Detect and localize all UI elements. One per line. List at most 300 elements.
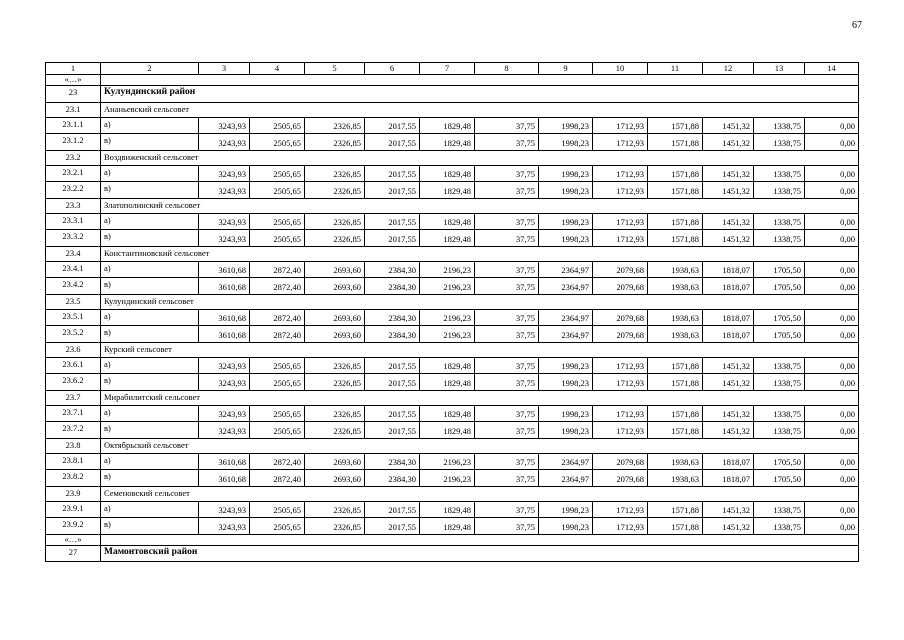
- value-cell: 2017,55: [365, 213, 420, 230]
- value-cell: 2017,55: [365, 117, 420, 134]
- row-code: 23.9.1: [46, 501, 101, 518]
- value-cell: 1712,93: [593, 422, 648, 439]
- value-cell: 0,00: [805, 278, 859, 295]
- value-cell: 0,00: [805, 230, 859, 247]
- value-cell: 3610,68: [199, 309, 250, 326]
- value-cell: 2693,60: [305, 453, 365, 470]
- value-cell: 1451,32: [703, 518, 754, 535]
- value-cell: 3243,93: [199, 182, 250, 199]
- value-cell: 2505,65: [250, 213, 305, 230]
- row-label: в): [101, 326, 199, 343]
- value-cell: 37,75: [475, 470, 539, 487]
- table-row: [46, 470, 859, 487]
- table-row: [46, 165, 859, 182]
- value-cell: 1571,88: [648, 518, 703, 535]
- value-cell: 1451,32: [703, 165, 754, 182]
- row-code: 23.9.2: [46, 518, 101, 535]
- row-code: 23.5.1: [46, 309, 101, 326]
- value-cell: 1338,75: [754, 182, 805, 199]
- value-cell: 3243,93: [199, 213, 250, 230]
- value-cell: 1571,88: [648, 165, 703, 182]
- value-cell: 37,75: [475, 453, 539, 470]
- value-cell: 2505,65: [250, 374, 305, 391]
- value-cell: 2872,40: [250, 326, 305, 343]
- value-cell: 37,75: [475, 422, 539, 439]
- value-cell: 1338,75: [754, 422, 805, 439]
- value-cell: 2505,65: [250, 134, 305, 151]
- row-code: 23.1.2: [46, 134, 101, 151]
- value-cell: 1571,88: [648, 117, 703, 134]
- row-label: в): [101, 182, 199, 199]
- row-code: 23.2.2: [46, 182, 101, 199]
- value-cell: 2326,85: [305, 134, 365, 151]
- table-row: [46, 182, 859, 199]
- value-cell: 2017,55: [365, 357, 420, 374]
- value-cell: 37,75: [475, 278, 539, 295]
- value-cell: 0,00: [805, 518, 859, 535]
- value-cell: 1829,48: [420, 182, 475, 199]
- value-cell: 1829,48: [420, 230, 475, 247]
- value-cell: 1338,75: [754, 213, 805, 230]
- row-label: в): [101, 230, 199, 247]
- value-cell: 2326,85: [305, 182, 365, 199]
- value-cell: 1829,48: [420, 134, 475, 151]
- value-cell: 2326,85: [305, 357, 365, 374]
- value-cell: 1712,93: [593, 357, 648, 374]
- value-cell: 37,75: [475, 261, 539, 278]
- value-cell: 1818,07: [703, 309, 754, 326]
- value-cell: 2079,68: [593, 453, 648, 470]
- column-number-11: 11: [648, 63, 703, 75]
- value-cell: 2384,30: [365, 453, 420, 470]
- value-cell: 1338,75: [754, 117, 805, 134]
- table-row: [46, 422, 859, 439]
- value-cell: 1938,63: [648, 309, 703, 326]
- value-cell: 2384,30: [365, 309, 420, 326]
- value-cell: 0,00: [805, 501, 859, 518]
- value-cell: 1712,93: [593, 518, 648, 535]
- value-cell: 2326,85: [305, 405, 365, 422]
- value-cell: 1571,88: [648, 182, 703, 199]
- value-cell: 2693,60: [305, 278, 365, 295]
- value-cell: 1829,48: [420, 422, 475, 439]
- value-cell: 2079,68: [593, 326, 648, 343]
- value-cell: 1818,07: [703, 326, 754, 343]
- value-cell: 1829,48: [420, 165, 475, 182]
- column-number-4: 4: [250, 63, 305, 75]
- value-cell: 0,00: [805, 261, 859, 278]
- row-code: 23.1: [46, 102, 101, 117]
- table-row: [46, 278, 859, 295]
- value-cell: 0,00: [805, 405, 859, 422]
- column-number-7: 7: [420, 63, 475, 75]
- value-cell: 1998,23: [539, 357, 593, 374]
- value-cell: 2017,55: [365, 134, 420, 151]
- row-code: 23.3: [46, 198, 101, 213]
- tariff-table: [45, 62, 859, 562]
- table-row: [46, 309, 859, 326]
- value-cell: 3610,68: [199, 261, 250, 278]
- value-cell: 1705,50: [754, 309, 805, 326]
- value-cell: 1818,07: [703, 453, 754, 470]
- value-cell: 0,00: [805, 470, 859, 487]
- council-row: [46, 294, 859, 309]
- ellipsis-cell: «…»: [46, 534, 101, 545]
- council-name: Константиновский сельсовет: [101, 246, 859, 261]
- district-row: [46, 86, 859, 103]
- district-name: Мамонтовский район: [101, 545, 859, 562]
- column-number-10: 10: [593, 63, 648, 75]
- value-cell: 1451,32: [703, 213, 754, 230]
- table-row: [46, 405, 859, 422]
- value-cell: 1712,93: [593, 117, 648, 134]
- value-cell: 3243,93: [199, 134, 250, 151]
- value-cell: 2384,30: [365, 278, 420, 295]
- value-cell: 3243,93: [199, 501, 250, 518]
- row-label: а): [101, 501, 199, 518]
- council-name: Семеновский сельсовет: [101, 486, 859, 501]
- value-cell: 1571,88: [648, 357, 703, 374]
- value-cell: 1938,63: [648, 453, 703, 470]
- ellipsis-cell: «…»: [46, 75, 101, 86]
- value-cell: 1998,23: [539, 134, 593, 151]
- row-code: 23.6: [46, 342, 101, 357]
- column-number-5: 5: [305, 63, 365, 75]
- column-number-2: 2: [101, 63, 199, 75]
- value-cell: 2196,23: [420, 261, 475, 278]
- value-cell: 2384,30: [365, 470, 420, 487]
- column-number-9: 9: [539, 63, 593, 75]
- value-cell: 37,75: [475, 134, 539, 151]
- row-label: в): [101, 278, 199, 295]
- value-cell: 2079,68: [593, 278, 648, 295]
- value-cell: 1712,93: [593, 182, 648, 199]
- column-number-12: 12: [703, 63, 754, 75]
- value-cell: 2017,55: [365, 374, 420, 391]
- value-cell: 0,00: [805, 165, 859, 182]
- value-cell: 2384,30: [365, 326, 420, 343]
- value-cell: 1938,63: [648, 326, 703, 343]
- value-cell: 2326,85: [305, 230, 365, 247]
- value-cell: 2505,65: [250, 422, 305, 439]
- row-code: 23.5: [46, 294, 101, 309]
- value-cell: 1705,50: [754, 470, 805, 487]
- value-cell: 1829,48: [420, 374, 475, 391]
- council-row: [46, 150, 859, 165]
- value-cell: 2505,65: [250, 165, 305, 182]
- row-label: а): [101, 357, 199, 374]
- value-cell: 2017,55: [365, 422, 420, 439]
- value-cell: 2079,68: [593, 309, 648, 326]
- value-cell: 0,00: [805, 134, 859, 151]
- council-name: Ананьевский сельсовет: [101, 102, 859, 117]
- district-name: Кулундинский район: [101, 86, 859, 103]
- value-cell: 1998,23: [539, 501, 593, 518]
- value-cell: 2364,97: [539, 261, 593, 278]
- value-cell: 2017,55: [365, 165, 420, 182]
- value-cell: 37,75: [475, 518, 539, 535]
- value-cell: 2364,97: [539, 309, 593, 326]
- value-cell: 2196,23: [420, 278, 475, 295]
- value-cell: 3243,93: [199, 518, 250, 535]
- row-label: а): [101, 213, 199, 230]
- value-cell: 1571,88: [648, 405, 703, 422]
- value-cell: 1451,32: [703, 422, 754, 439]
- value-cell: 2384,30: [365, 261, 420, 278]
- column-number-14: 14: [805, 63, 859, 75]
- value-cell: 1451,32: [703, 374, 754, 391]
- row-label: в): [101, 518, 199, 535]
- value-cell: 1571,88: [648, 374, 703, 391]
- value-cell: 3610,68: [199, 453, 250, 470]
- value-cell: 2872,40: [250, 261, 305, 278]
- value-cell: 1818,07: [703, 278, 754, 295]
- value-cell: 3243,93: [199, 405, 250, 422]
- column-number-row: [46, 63, 859, 75]
- ellipsis-row: [46, 534, 859, 545]
- ellipsis-fill: [101, 75, 859, 86]
- value-cell: 2693,60: [305, 326, 365, 343]
- council-row: [46, 102, 859, 117]
- row-code: 23.8.2: [46, 470, 101, 487]
- value-cell: 2326,85: [305, 117, 365, 134]
- value-cell: 2693,60: [305, 470, 365, 487]
- value-cell: 37,75: [475, 213, 539, 230]
- value-cell: 1998,23: [539, 518, 593, 535]
- row-label: в): [101, 422, 199, 439]
- value-cell: 1712,93: [593, 374, 648, 391]
- council-name: Воздвиженский сельсовет: [101, 150, 859, 165]
- council-row: [46, 342, 859, 357]
- row-label: а): [101, 309, 199, 326]
- column-number-6: 6: [365, 63, 420, 75]
- value-cell: 0,00: [805, 213, 859, 230]
- value-cell: 1829,48: [420, 501, 475, 518]
- value-cell: 1338,75: [754, 518, 805, 535]
- value-cell: 2079,68: [593, 470, 648, 487]
- row-code: 23.7.2: [46, 422, 101, 439]
- row-code: 27: [46, 545, 101, 562]
- value-cell: 0,00: [805, 357, 859, 374]
- value-cell: 1338,75: [754, 230, 805, 247]
- value-cell: 1712,93: [593, 213, 648, 230]
- value-cell: 1938,63: [648, 470, 703, 487]
- value-cell: 37,75: [475, 501, 539, 518]
- value-cell: 2017,55: [365, 230, 420, 247]
- table-row: [46, 213, 859, 230]
- row-code: 23.6.1: [46, 357, 101, 374]
- value-cell: 1712,93: [593, 501, 648, 518]
- value-cell: 0,00: [805, 374, 859, 391]
- value-cell: 3243,93: [199, 374, 250, 391]
- row-code: 23.7.1: [46, 405, 101, 422]
- value-cell: 1998,23: [539, 374, 593, 391]
- value-cell: 2017,55: [365, 518, 420, 535]
- value-cell: 3243,93: [199, 117, 250, 134]
- row-label: в): [101, 374, 199, 391]
- value-cell: 2017,55: [365, 405, 420, 422]
- table-row: [46, 453, 859, 470]
- value-cell: 1338,75: [754, 165, 805, 182]
- council-name: Кулундинский сельсовет: [101, 294, 859, 309]
- council-row: [46, 390, 859, 405]
- value-cell: 2364,97: [539, 278, 593, 295]
- row-label: в): [101, 134, 199, 151]
- value-cell: 1712,93: [593, 230, 648, 247]
- value-cell: 3610,68: [199, 470, 250, 487]
- row-code: 23.4.1: [46, 261, 101, 278]
- row-code: 23.4: [46, 246, 101, 261]
- value-cell: 1938,63: [648, 278, 703, 295]
- page-number: 67: [852, 20, 862, 31]
- value-cell: 1998,23: [539, 165, 593, 182]
- row-code: 23.4.2: [46, 278, 101, 295]
- value-cell: 2364,97: [539, 453, 593, 470]
- value-cell: 1705,50: [754, 278, 805, 295]
- value-cell: 2364,97: [539, 470, 593, 487]
- value-cell: 2505,65: [250, 518, 305, 535]
- value-cell: 3243,93: [199, 165, 250, 182]
- value-cell: 3610,68: [199, 278, 250, 295]
- council-name: Октябрьский сельсовет: [101, 438, 859, 453]
- value-cell: 2079,68: [593, 261, 648, 278]
- district-row: [46, 545, 859, 562]
- value-cell: 37,75: [475, 165, 539, 182]
- value-cell: 1829,48: [420, 213, 475, 230]
- value-cell: 2326,85: [305, 165, 365, 182]
- column-number-3: 3: [199, 63, 250, 75]
- value-cell: 2505,65: [250, 230, 305, 247]
- value-cell: 1451,32: [703, 230, 754, 247]
- value-cell: 1338,75: [754, 374, 805, 391]
- value-cell: 1829,48: [420, 405, 475, 422]
- table-row: [46, 261, 859, 278]
- council-row: [46, 246, 859, 261]
- value-cell: 1338,75: [754, 501, 805, 518]
- row-label: а): [101, 165, 199, 182]
- column-number-13: 13: [754, 63, 805, 75]
- value-cell: 2872,40: [250, 470, 305, 487]
- value-cell: 1451,32: [703, 501, 754, 518]
- value-cell: 2017,55: [365, 182, 420, 199]
- value-cell: 37,75: [475, 117, 539, 134]
- council-name: Златополинский сельсовет: [101, 198, 859, 213]
- value-cell: 1338,75: [754, 357, 805, 374]
- value-cell: 37,75: [475, 326, 539, 343]
- value-cell: 1571,88: [648, 501, 703, 518]
- value-cell: 37,75: [475, 405, 539, 422]
- table-row: [46, 501, 859, 518]
- value-cell: 2872,40: [250, 309, 305, 326]
- value-cell: 2326,85: [305, 518, 365, 535]
- row-label: а): [101, 261, 199, 278]
- column-number-8: 8: [475, 63, 539, 75]
- value-cell: 3243,93: [199, 230, 250, 247]
- value-cell: 1938,63: [648, 261, 703, 278]
- value-cell: 2326,85: [305, 422, 365, 439]
- value-cell: 1571,88: [648, 134, 703, 151]
- value-cell: 2872,40: [250, 278, 305, 295]
- value-cell: 2196,23: [420, 470, 475, 487]
- table-row: [46, 117, 859, 134]
- value-cell: 0,00: [805, 326, 859, 343]
- row-code: 23.9: [46, 486, 101, 501]
- council-name: Курский сельсовет: [101, 342, 859, 357]
- value-cell: 2196,23: [420, 309, 475, 326]
- value-cell: 1571,88: [648, 213, 703, 230]
- value-cell: 2326,85: [305, 374, 365, 391]
- value-cell: 1338,75: [754, 134, 805, 151]
- value-cell: 37,75: [475, 309, 539, 326]
- value-cell: 1818,07: [703, 261, 754, 278]
- table-row: [46, 134, 859, 151]
- row-code: 23: [46, 86, 101, 103]
- ellipsis-fill: [101, 534, 859, 545]
- value-cell: 1451,32: [703, 134, 754, 151]
- value-cell: 1998,23: [539, 117, 593, 134]
- row-label: а): [101, 117, 199, 134]
- row-code: 23.8: [46, 438, 101, 453]
- value-cell: 2326,85: [305, 213, 365, 230]
- value-cell: 1712,93: [593, 405, 648, 422]
- council-name: Мирабилитский сельсовет: [101, 390, 859, 405]
- row-code: 23.8.1: [46, 453, 101, 470]
- table-row: [46, 357, 859, 374]
- row-code: 23.2.1: [46, 165, 101, 182]
- value-cell: 0,00: [805, 309, 859, 326]
- table-row: [46, 326, 859, 343]
- value-cell: 2505,65: [250, 117, 305, 134]
- value-cell: 2017,55: [365, 501, 420, 518]
- value-cell: 2326,85: [305, 501, 365, 518]
- value-cell: 2505,65: [250, 357, 305, 374]
- value-cell: 2693,60: [305, 309, 365, 326]
- value-cell: 1998,23: [539, 182, 593, 199]
- value-cell: 0,00: [805, 117, 859, 134]
- row-label: в): [101, 470, 199, 487]
- value-cell: 2693,60: [305, 261, 365, 278]
- value-cell: 1571,88: [648, 422, 703, 439]
- value-cell: 1998,23: [539, 230, 593, 247]
- value-cell: 1571,88: [648, 230, 703, 247]
- council-row: [46, 486, 859, 501]
- value-cell: 37,75: [475, 230, 539, 247]
- value-cell: 1451,32: [703, 357, 754, 374]
- row-code: 23.1.1: [46, 117, 101, 134]
- value-cell: 3243,93: [199, 357, 250, 374]
- value-cell: 1998,23: [539, 422, 593, 439]
- row-label: а): [101, 453, 199, 470]
- value-cell: 1705,50: [754, 326, 805, 343]
- table-row: [46, 374, 859, 391]
- value-cell: 1818,07: [703, 470, 754, 487]
- value-cell: 2364,97: [539, 326, 593, 343]
- column-number-1: 1: [46, 63, 101, 75]
- table-row: [46, 518, 859, 535]
- value-cell: 1829,48: [420, 117, 475, 134]
- council-row: [46, 198, 859, 213]
- value-cell: 3243,93: [199, 422, 250, 439]
- value-cell: 1712,93: [593, 134, 648, 151]
- value-cell: 37,75: [475, 182, 539, 199]
- value-cell: 1451,32: [703, 182, 754, 199]
- value-cell: 2872,40: [250, 453, 305, 470]
- value-cell: 1998,23: [539, 405, 593, 422]
- value-cell: 1829,48: [420, 518, 475, 535]
- row-code: 23.2: [46, 150, 101, 165]
- value-cell: 2196,23: [420, 453, 475, 470]
- value-cell: 1451,32: [703, 117, 754, 134]
